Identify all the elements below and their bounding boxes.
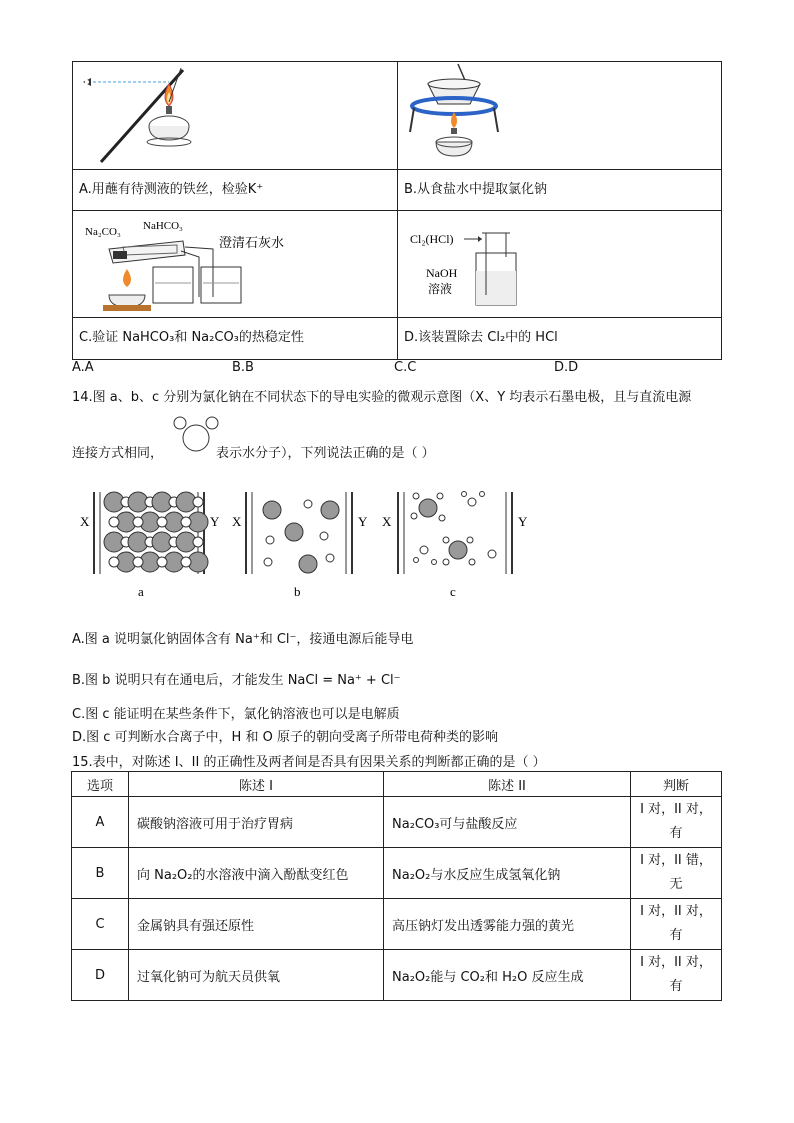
q13-fig-c-cell bbox=[73, 211, 398, 318]
electrode-y-b: Y bbox=[358, 514, 368, 529]
na-ion bbox=[157, 557, 167, 567]
answer-d: D.D bbox=[554, 360, 579, 375]
evaporation-figure bbox=[398, 62, 718, 165]
na-ion bbox=[193, 537, 203, 547]
fig-d-label-solution: 溶液 bbox=[428, 282, 453, 296]
table-row bbox=[72, 950, 722, 1001]
q13-option-a: A.用蘸有待测液的铁丝，检验K⁺ bbox=[79, 182, 264, 197]
judgement-line1: I 对，II 对， bbox=[640, 955, 712, 970]
gas-washing-figure bbox=[398, 211, 718, 313]
q15-stem: 15.表中，对陈述 I、II 的正确性及两者间是否具有因果关系的判断都正确的是（ ） bbox=[72, 755, 546, 770]
row-option: A bbox=[72, 797, 129, 848]
q14-option-b: B.图 b 说明只有在通电后，才能发生 NaCl = Na⁺ + Cl⁻ bbox=[72, 673, 401, 688]
q13-option-a-cell bbox=[73, 170, 398, 211]
q14-option-a: A.图 a 说明氯化钠固体含有 Na⁺和 Cl⁻，接通电源后能导电 bbox=[72, 632, 414, 647]
na-ion bbox=[181, 517, 191, 527]
row-option: D bbox=[72, 950, 129, 1001]
judgement-line1: I 对，II 对， bbox=[640, 802, 712, 817]
nacl-melt-ions bbox=[263, 500, 339, 573]
table-row bbox=[72, 899, 722, 950]
judgement-line2: 无 bbox=[669, 877, 683, 892]
na-ion bbox=[133, 557, 143, 567]
fig-d-label-naoh: NaOH bbox=[426, 266, 458, 280]
row-statement-1: 过氧化钠可为航天员供氧 bbox=[129, 950, 384, 1001]
q13-option-b-cell bbox=[398, 170, 722, 211]
fig-c-label-na2co3: Na₂CO₃ bbox=[85, 226, 121, 238]
q14-stem-line2a: 连接方式相同， bbox=[72, 446, 164, 461]
fig-label-a: a bbox=[138, 584, 144, 599]
row-statement-1: 向 Na₂O₂的水溶液中滴入酚酞变红色 bbox=[129, 848, 384, 899]
row-judgement bbox=[631, 797, 722, 848]
row-option: B bbox=[72, 848, 129, 899]
fig-label-b: b bbox=[294, 584, 301, 599]
answer-b: B.B bbox=[232, 360, 254, 375]
q14-option-c: C.图 c 能证明在某些条件下，氯化钠溶液也可以是电解质 bbox=[72, 707, 400, 722]
na-ion bbox=[193, 497, 203, 507]
na-ion bbox=[109, 557, 119, 567]
q13-options-table bbox=[72, 61, 722, 360]
q13-option-d: D.该装置除去 Cl₂中的 HCl bbox=[404, 330, 558, 345]
judgement-line1: I 对，II 对， bbox=[640, 904, 712, 919]
q14-option-d: D.图 c 可判断水合离子中，H 和 O 原子的朝向受离子所带电荷种类的影响 bbox=[72, 730, 498, 745]
q15-table bbox=[71, 771, 722, 1001]
judgement-line1: I 对，II 错， bbox=[640, 853, 712, 868]
row-statement-2: Na₂O₂能与 CO₂和 H₂O 反应生成 bbox=[384, 950, 631, 1001]
flame-test-figure bbox=[73, 62, 393, 165]
fig-label-c: c bbox=[450, 584, 456, 599]
row-judgement bbox=[631, 899, 722, 950]
thermal-stability-figure bbox=[73, 211, 393, 313]
q13-fig-b-cell bbox=[398, 62, 722, 170]
header-statement-2: 陈述 II bbox=[384, 772, 631, 797]
q14-stem-line1: 14.图 a、b、c 分别为氯化钠在不同状态下的导电实验的微观示意图（X、Y 均表示石墨电极，且与直流电源 bbox=[72, 390, 692, 405]
row-statement-2: Na₂CO₃可与盐酸反应 bbox=[384, 797, 631, 848]
q13-fig-a-cell bbox=[73, 62, 398, 170]
q13-fig-d-cell bbox=[398, 211, 722, 318]
header-option: 选项 bbox=[72, 772, 129, 797]
row-statement-1: 金属钠具有强还原性 bbox=[129, 899, 384, 950]
answer-a: A.A bbox=[72, 360, 94, 375]
row-judgement bbox=[631, 848, 722, 899]
na-ion bbox=[181, 557, 191, 567]
table-row bbox=[72, 848, 722, 899]
na-ion bbox=[133, 517, 143, 527]
fig-c-label-nahco3: NaHCO₃ bbox=[143, 220, 183, 232]
row-statement-2: Na₂O₂与水反应生成氢氧化钠 bbox=[384, 848, 631, 899]
na-ion bbox=[109, 517, 119, 527]
hydrated-ions bbox=[411, 492, 496, 566]
electrode-y-a: Y bbox=[210, 514, 220, 529]
q13-option-c: C.验证 NaHCO₃和 Na₂CO₃的热稳定性 bbox=[79, 330, 304, 345]
row-judgement bbox=[631, 950, 722, 1001]
header-judgement: 判断 bbox=[631, 772, 722, 797]
q15-header-row bbox=[72, 772, 722, 797]
water-molecule-icon bbox=[172, 414, 220, 454]
header-statement-1: 陈述 I bbox=[129, 772, 384, 797]
row-option: C bbox=[72, 899, 129, 950]
fig-d-label-gas: Cl₂(HCl) bbox=[410, 232, 454, 246]
q13-option-d-cell bbox=[398, 318, 722, 360]
nacl-solid-lattice bbox=[104, 492, 208, 572]
q13-option-c-cell bbox=[73, 318, 398, 360]
na-ion bbox=[157, 517, 167, 527]
eye-icon bbox=[83, 78, 91, 86]
electrode-x-c: X bbox=[382, 514, 392, 529]
judgement-line2: 有 bbox=[669, 826, 683, 841]
electrode-x-b: X bbox=[232, 514, 242, 529]
row-statement-2: 高压钠灯发出透雾能力强的黄光 bbox=[384, 899, 631, 950]
q13-option-b: B.从食盐水中提取氯化钠 bbox=[404, 182, 548, 197]
judgement-line2: 有 bbox=[669, 979, 683, 994]
fig-c-label-limewater: 澄清石灰水 bbox=[219, 235, 285, 250]
row-statement-1: 碳酸钠溶液可用于治疗胃病 bbox=[129, 797, 384, 848]
q14-conductivity-figure bbox=[72, 484, 532, 600]
electrode-y-c: Y bbox=[518, 514, 528, 529]
judgement-line2: 有 bbox=[669, 928, 683, 943]
answer-c: C.C bbox=[394, 360, 417, 375]
q14-stem-line2b: 表示水分子），下列说法正确的是（ ） bbox=[216, 446, 435, 461]
electrode-x-a: X bbox=[80, 514, 90, 529]
table-row bbox=[72, 797, 722, 848]
